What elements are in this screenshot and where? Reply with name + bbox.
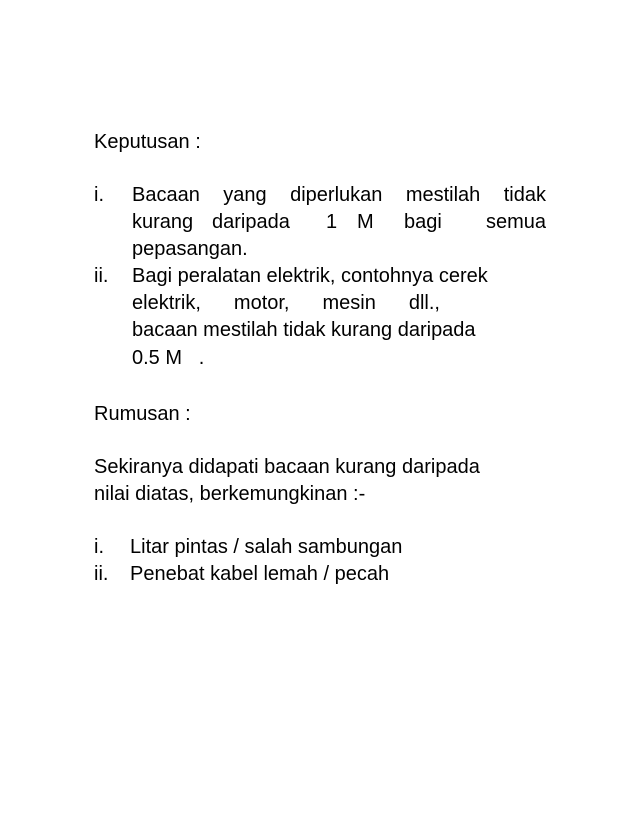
text-line: bacaan mestilah tidak kurang daripada (132, 319, 476, 341)
list-marker: i. (94, 184, 104, 206)
list-item-text: Litar pintas / salah sambungan (130, 536, 403, 558)
word: elektrik, (132, 292, 201, 314)
list-marker: i. (94, 536, 104, 558)
text-line: Bagi peralatan elektrik, contohnya cerek (132, 265, 488, 287)
text-line: pepasangan. (132, 238, 248, 260)
word: mesin (322, 292, 376, 314)
heading-keputusan: Keputusan : (94, 131, 201, 153)
list-item-text: Penebat kabel lemah / pecah (130, 563, 390, 585)
word: 1 (326, 211, 338, 233)
word: daripada (212, 211, 290, 233)
word: bagi (404, 211, 442, 233)
justified-line (132, 183, 546, 207)
word: mestilah (405, 184, 481, 206)
text-line: 0.5 M . (132, 347, 205, 369)
list-marker: ii. (94, 265, 109, 287)
word: yang (223, 184, 267, 206)
word: diperlukan (290, 184, 383, 206)
word: motor, (233, 292, 290, 314)
heading-rumusan: Rumusan : (94, 403, 191, 425)
word: Bacaan (132, 184, 200, 206)
word: dll., (408, 292, 440, 314)
justified-line (132, 291, 440, 315)
paragraph-line: Sekiranya didapati bacaan kurang daripada (94, 456, 480, 478)
word: semua (485, 211, 546, 233)
word: M (357, 211, 374, 233)
paragraph-line: nilai diatas, berkemungkinan :- (94, 483, 366, 505)
word: kurang (132, 211, 194, 233)
list-marker: ii. (94, 563, 109, 585)
word: tidak (503, 184, 546, 206)
